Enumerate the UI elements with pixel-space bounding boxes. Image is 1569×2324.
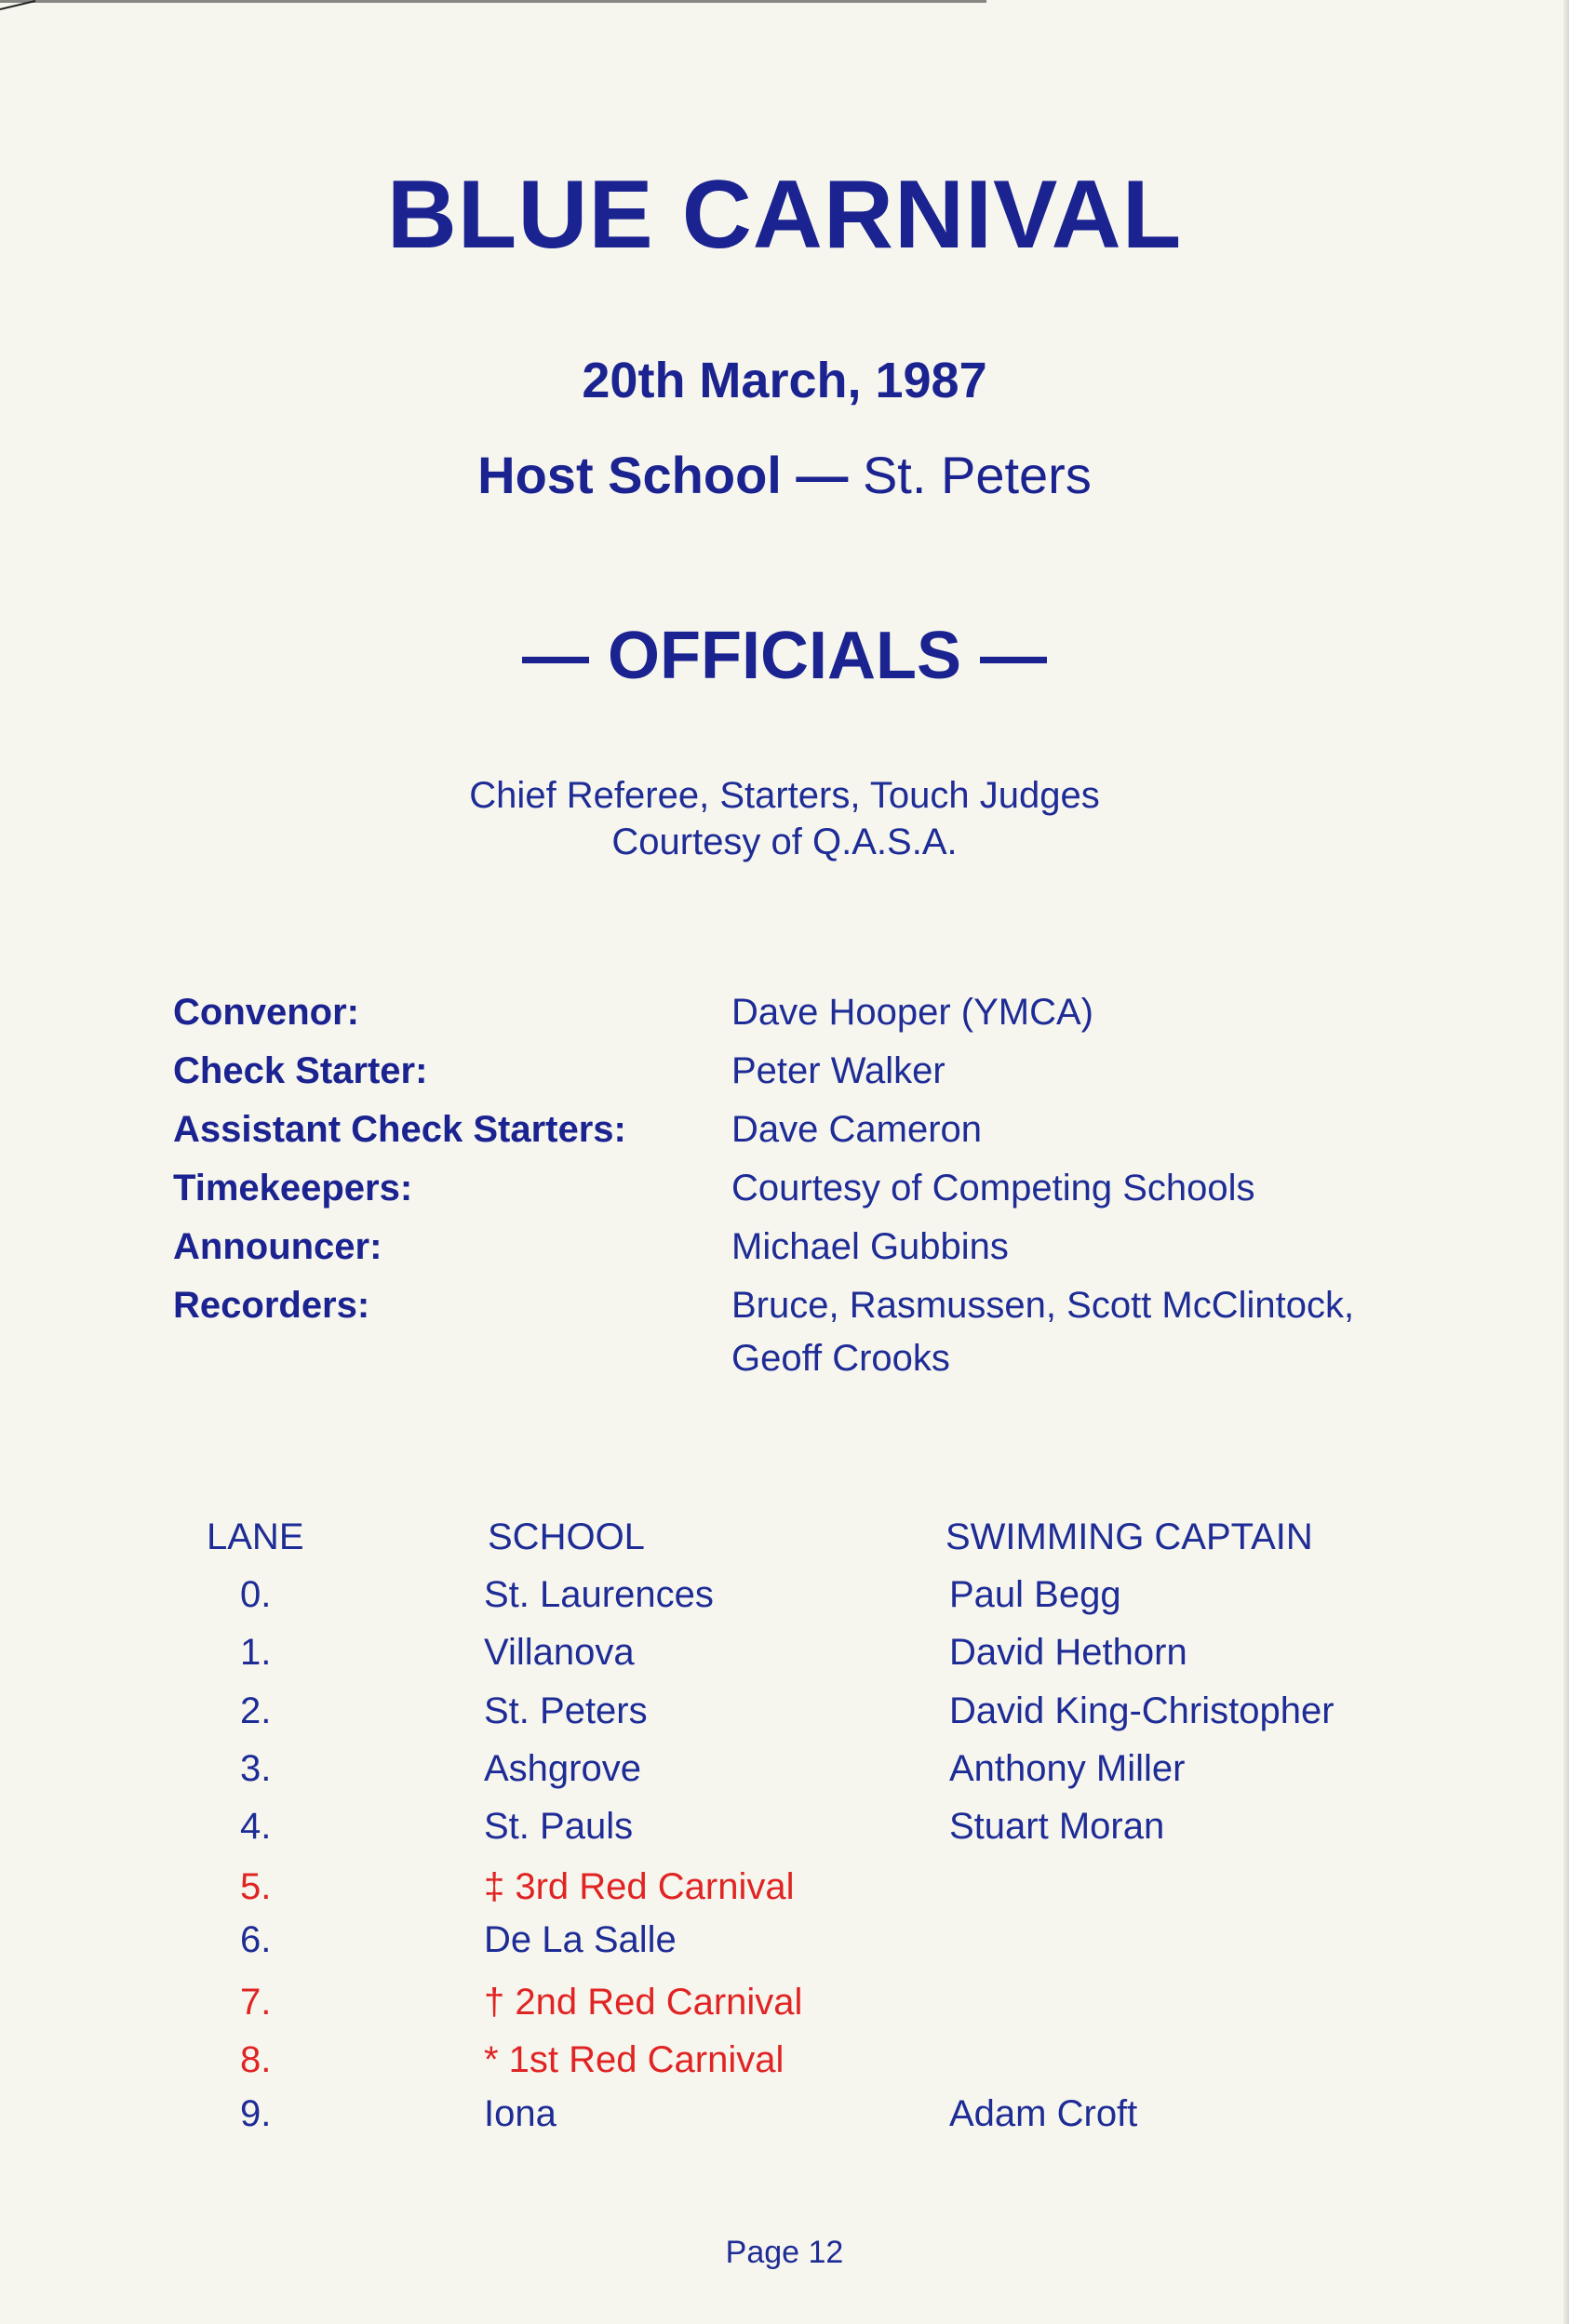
lane-school: De La Salle [484,1919,677,1960]
official-label: Assistant Check Starters: [173,1109,626,1150]
host-school-label: Host School — [477,446,849,504]
lane-school: † 2nd Red Carnival [484,1982,803,2023]
lane-number: 8. [240,2039,272,2080]
official-value: Dave Cameron [731,1109,983,1150]
lane-school: St. Peters [484,1690,648,1731]
official-row-assistant-check-starters [173,1103,1522,1162]
official-row-announcer [173,1221,1522,1279]
official-value [731,1279,1569,1385]
lane-column-header: LANE [207,1516,304,1557]
page-top-edge [0,0,986,3]
page-number: Page 12 [725,2235,844,2270]
lane-captain: Adam Croft [949,2093,1138,2134]
officials-heading: — OFFICIALS — [522,619,1047,693]
table-row [0,1919,1569,1975]
courtesy-line-1: Chief Referee, Starters, Touch Judges [469,775,1100,816]
lane-school: Iona [484,2093,557,2134]
table-row [0,1632,1569,1688]
lane-number: 7. [240,1982,272,2023]
lane-number: 5. [240,1866,272,1907]
lane-captain: David Hethorn [949,1632,1187,1673]
lane-school: Ashgrove [484,1748,641,1789]
table-row [0,1574,1569,1630]
lane-captain: Stuart Moran [949,1806,1165,1847]
lane-number: 3. [240,1748,272,1789]
table-row [0,1806,1569,1862]
official-row-recorders [173,1279,1522,1391]
lane-number: 9. [240,2093,272,2134]
lane-number: 6. [240,1919,272,1960]
courtesy-line-2: Courtesy of Q.A.S.A. [611,821,958,862]
officials-list [173,986,1522,1391]
lane-captain: David King-Christopher [949,1690,1334,1731]
lane-number: 0. [240,1574,272,1615]
official-value-line-1: Bruce, Rasmussen, Scott McClintock, [731,1285,1355,1326]
official-value-line-2: Geoff Crooks [731,1338,950,1379]
table-row [0,1748,1569,1804]
official-label: Check Starter: [173,1050,428,1091]
official-value: Dave Hooper (YMCA) [731,992,1094,1033]
table-row [0,1866,1569,1922]
lane-number: 4. [240,1806,272,1847]
official-value: Michael Gubbins [731,1226,1009,1267]
host-school-line [0,445,1569,505]
captain-column-header: SWIMMING CAPTAIN [945,1516,1313,1557]
lane-school: Villanova [484,1632,635,1673]
lane-captain: Anthony Miller [949,1748,1186,1789]
lane-captain: Paul Begg [949,1574,1121,1615]
official-label: Recorders: [173,1285,370,1326]
official-value: Peter Walker [731,1050,945,1091]
official-label: Announcer: [173,1226,382,1267]
lane-school: * 1st Red Carnival [484,2039,784,2080]
official-row-timekeepers [173,1162,1522,1221]
event-date: 20th March, 1987 [582,353,987,408]
lane-number: 2. [240,1690,272,1731]
courtesy-note [0,772,1569,865]
official-label: Convenor: [173,992,359,1033]
lane-school: St. Laurences [484,1574,714,1615]
table-row [0,2093,1569,2149]
official-label: Timekeepers: [173,1168,413,1209]
lane-number: 1. [240,1632,272,1673]
corner-fold-mark [0,0,37,11]
official-row-check-starter [173,1045,1522,1103]
official-value: Courtesy of Competing Schools [731,1168,1255,1209]
lane-school: St. Pauls [484,1806,634,1847]
lane-school: ‡ 3rd Red Carnival [484,1866,795,1907]
table-row [0,2039,1569,2095]
host-school-name: St. Peters [862,446,1092,504]
school-column-header: SCHOOL [488,1516,645,1557]
table-row [0,1690,1569,1746]
table-row [0,1982,1569,2037]
page-title: BLUE CARNIVAL [386,161,1183,269]
official-row-convenor [173,986,1522,1045]
